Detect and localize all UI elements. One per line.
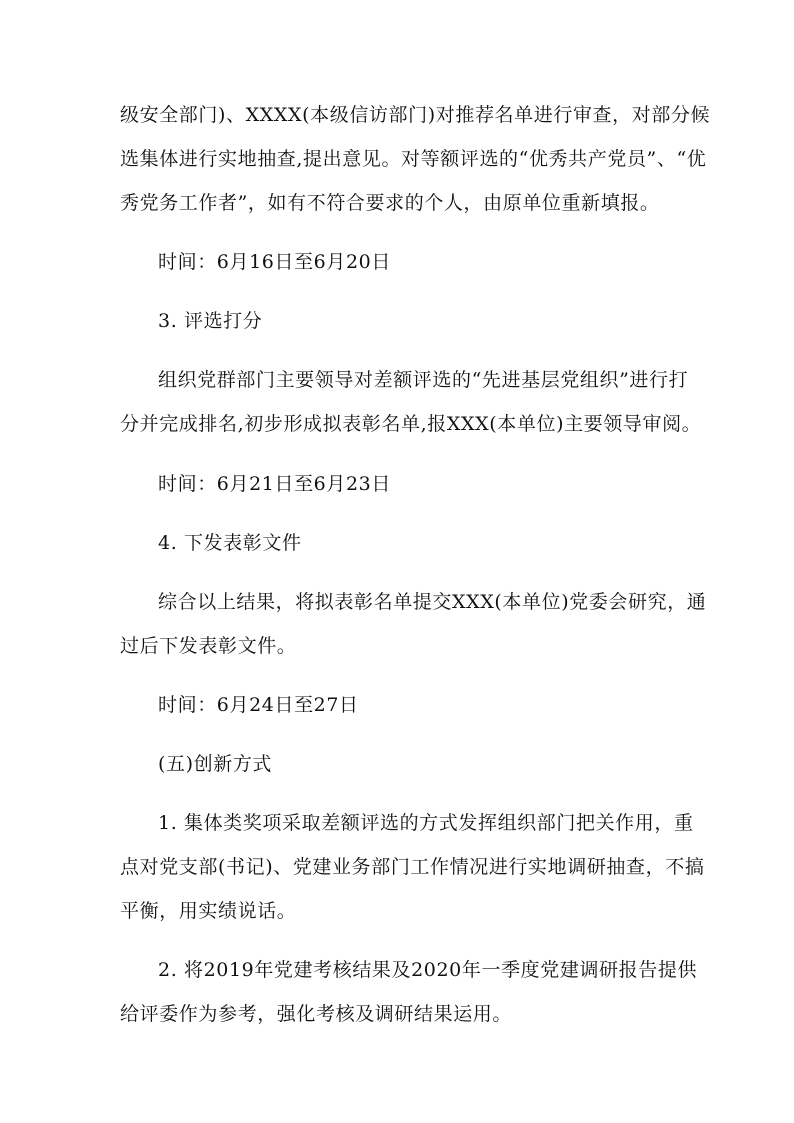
paragraph-line: 分并完成排名,初步形成拟表彰名单,报XXX(本单位)主要领导审阅。 xyxy=(120,413,702,435)
list-item-line: 点对党支部(书记)、党建业务部门工作情况进行实地调研抽查，不搞 xyxy=(120,856,705,878)
paragraph-line: 选集体进行实地抽查,提出意见。对等额评选的“优秀共产党员”、“优 xyxy=(120,148,707,170)
list-item-line: 2. 将2019年党建考核结果及2020年一季度党建调研报告提供 xyxy=(158,959,698,981)
paragraph-line: 综合以上结果，将拟表彰名单提交XXX(本单位)党委会研究，通 xyxy=(158,591,707,613)
paragraph-line: 组织党群部门主要领导对差额评选的“先进基层党组织”进行打 xyxy=(158,369,689,391)
time-line: 时间：6月24日至27日 xyxy=(158,694,359,716)
list-item-line: 给评委作为参考，强化考核及调研结果运用。 xyxy=(120,1003,513,1025)
time-line: 时间：6月16日至6月20日 xyxy=(158,251,391,273)
list-item-line: 1. 集体类奖项采取差额评选的方式发挥组织部门把关作用，重 xyxy=(158,812,694,834)
section-heading: (五)创新方式 xyxy=(158,753,273,775)
list-item-line: 平衡，用实绩说话。 xyxy=(120,900,297,922)
section-heading: 3. 评选打分 xyxy=(158,310,263,332)
paragraph-line: 秀党务工作者”，如有不符合要求的个人，由原单位重新填报。 xyxy=(120,192,660,214)
paragraph-line: 过后下发表彰文件。 xyxy=(120,635,297,657)
time-line: 时间：6月21日至6月23日 xyxy=(158,473,391,495)
section-heading: 4. 下发表彰文件 xyxy=(158,532,302,554)
paragraph-line: 级安全部门)、XXXX(本级信访部门)对推荐名单进行审查，对部分候 xyxy=(120,104,711,126)
